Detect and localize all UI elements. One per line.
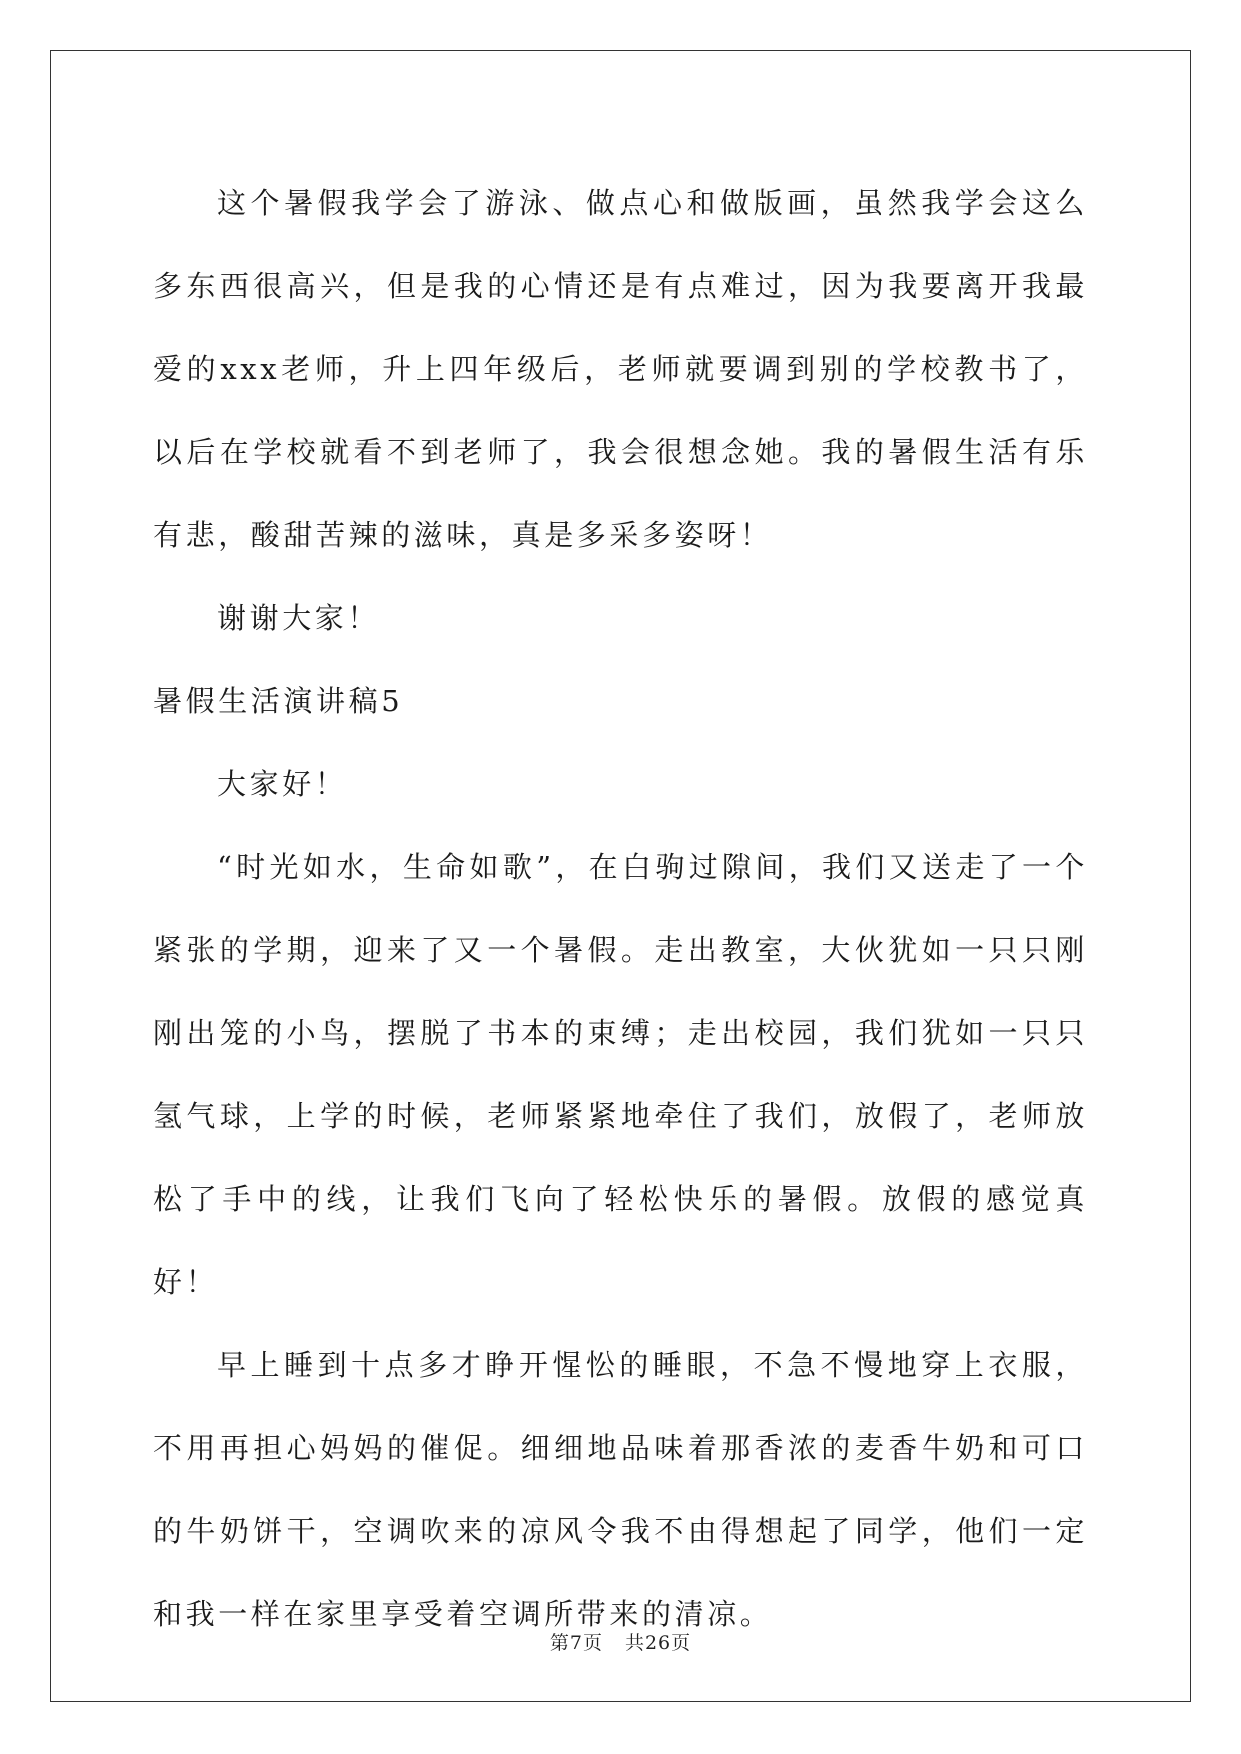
paragraph-thanks: 谢谢大家！ (217, 601, 381, 635)
page-total: 共26页 (624, 1632, 692, 1654)
document-body (153, 162, 1088, 1656)
page-footer (0, 1628, 1241, 1655)
section-heading: 暑假生活演讲稿5 (153, 684, 404, 718)
paragraph-greeting: 大家好！ (217, 767, 348, 801)
paragraph-morning: 早上睡到十点多才睁开惺忪的睡眼，不急不慢地穿上衣服，不用再担心妈妈的催促。细细地品味着那香浓的麦香牛奶和可口的牛奶饼干，空调吹来的凉风令我不由得想起了同学，他们一定和我一样在家里享受着空调所带来的清凉。 (153, 1348, 1088, 1631)
page-number: 第7页 (549, 1632, 603, 1654)
paragraph-summer-skills: 这个暑假我学会了游泳、做点心和做版画，虽然我学会这么多东西很高兴，但是我的心情还是有点难过，因为我要离开我最爱的xxx老师，升上四年级后，老师就要调到别的学校教书了，以后在学校就看不到老师了，我会很想念她。我的暑假生活有乐有悲，酸甜苦辣的滋味，真是多采多姿呀！ (153, 186, 1088, 552)
paragraph-time-flies: “时光如水，生命如歌”，在白驹过隙间，我们又送走了一个紧张的学期，迎来了又一个暑假。走出教室，大伙犹如一只只刚刚出笼的小鸟，摆脱了书本的束缚；走出校园，我们犹如一只只氢气球，上学的时候，老师紧紧地牵住了我们，放假了，老师放松了手中的线，让我们飞向了轻松快乐的暑假。放假的感觉真好！ (153, 850, 1088, 1299)
